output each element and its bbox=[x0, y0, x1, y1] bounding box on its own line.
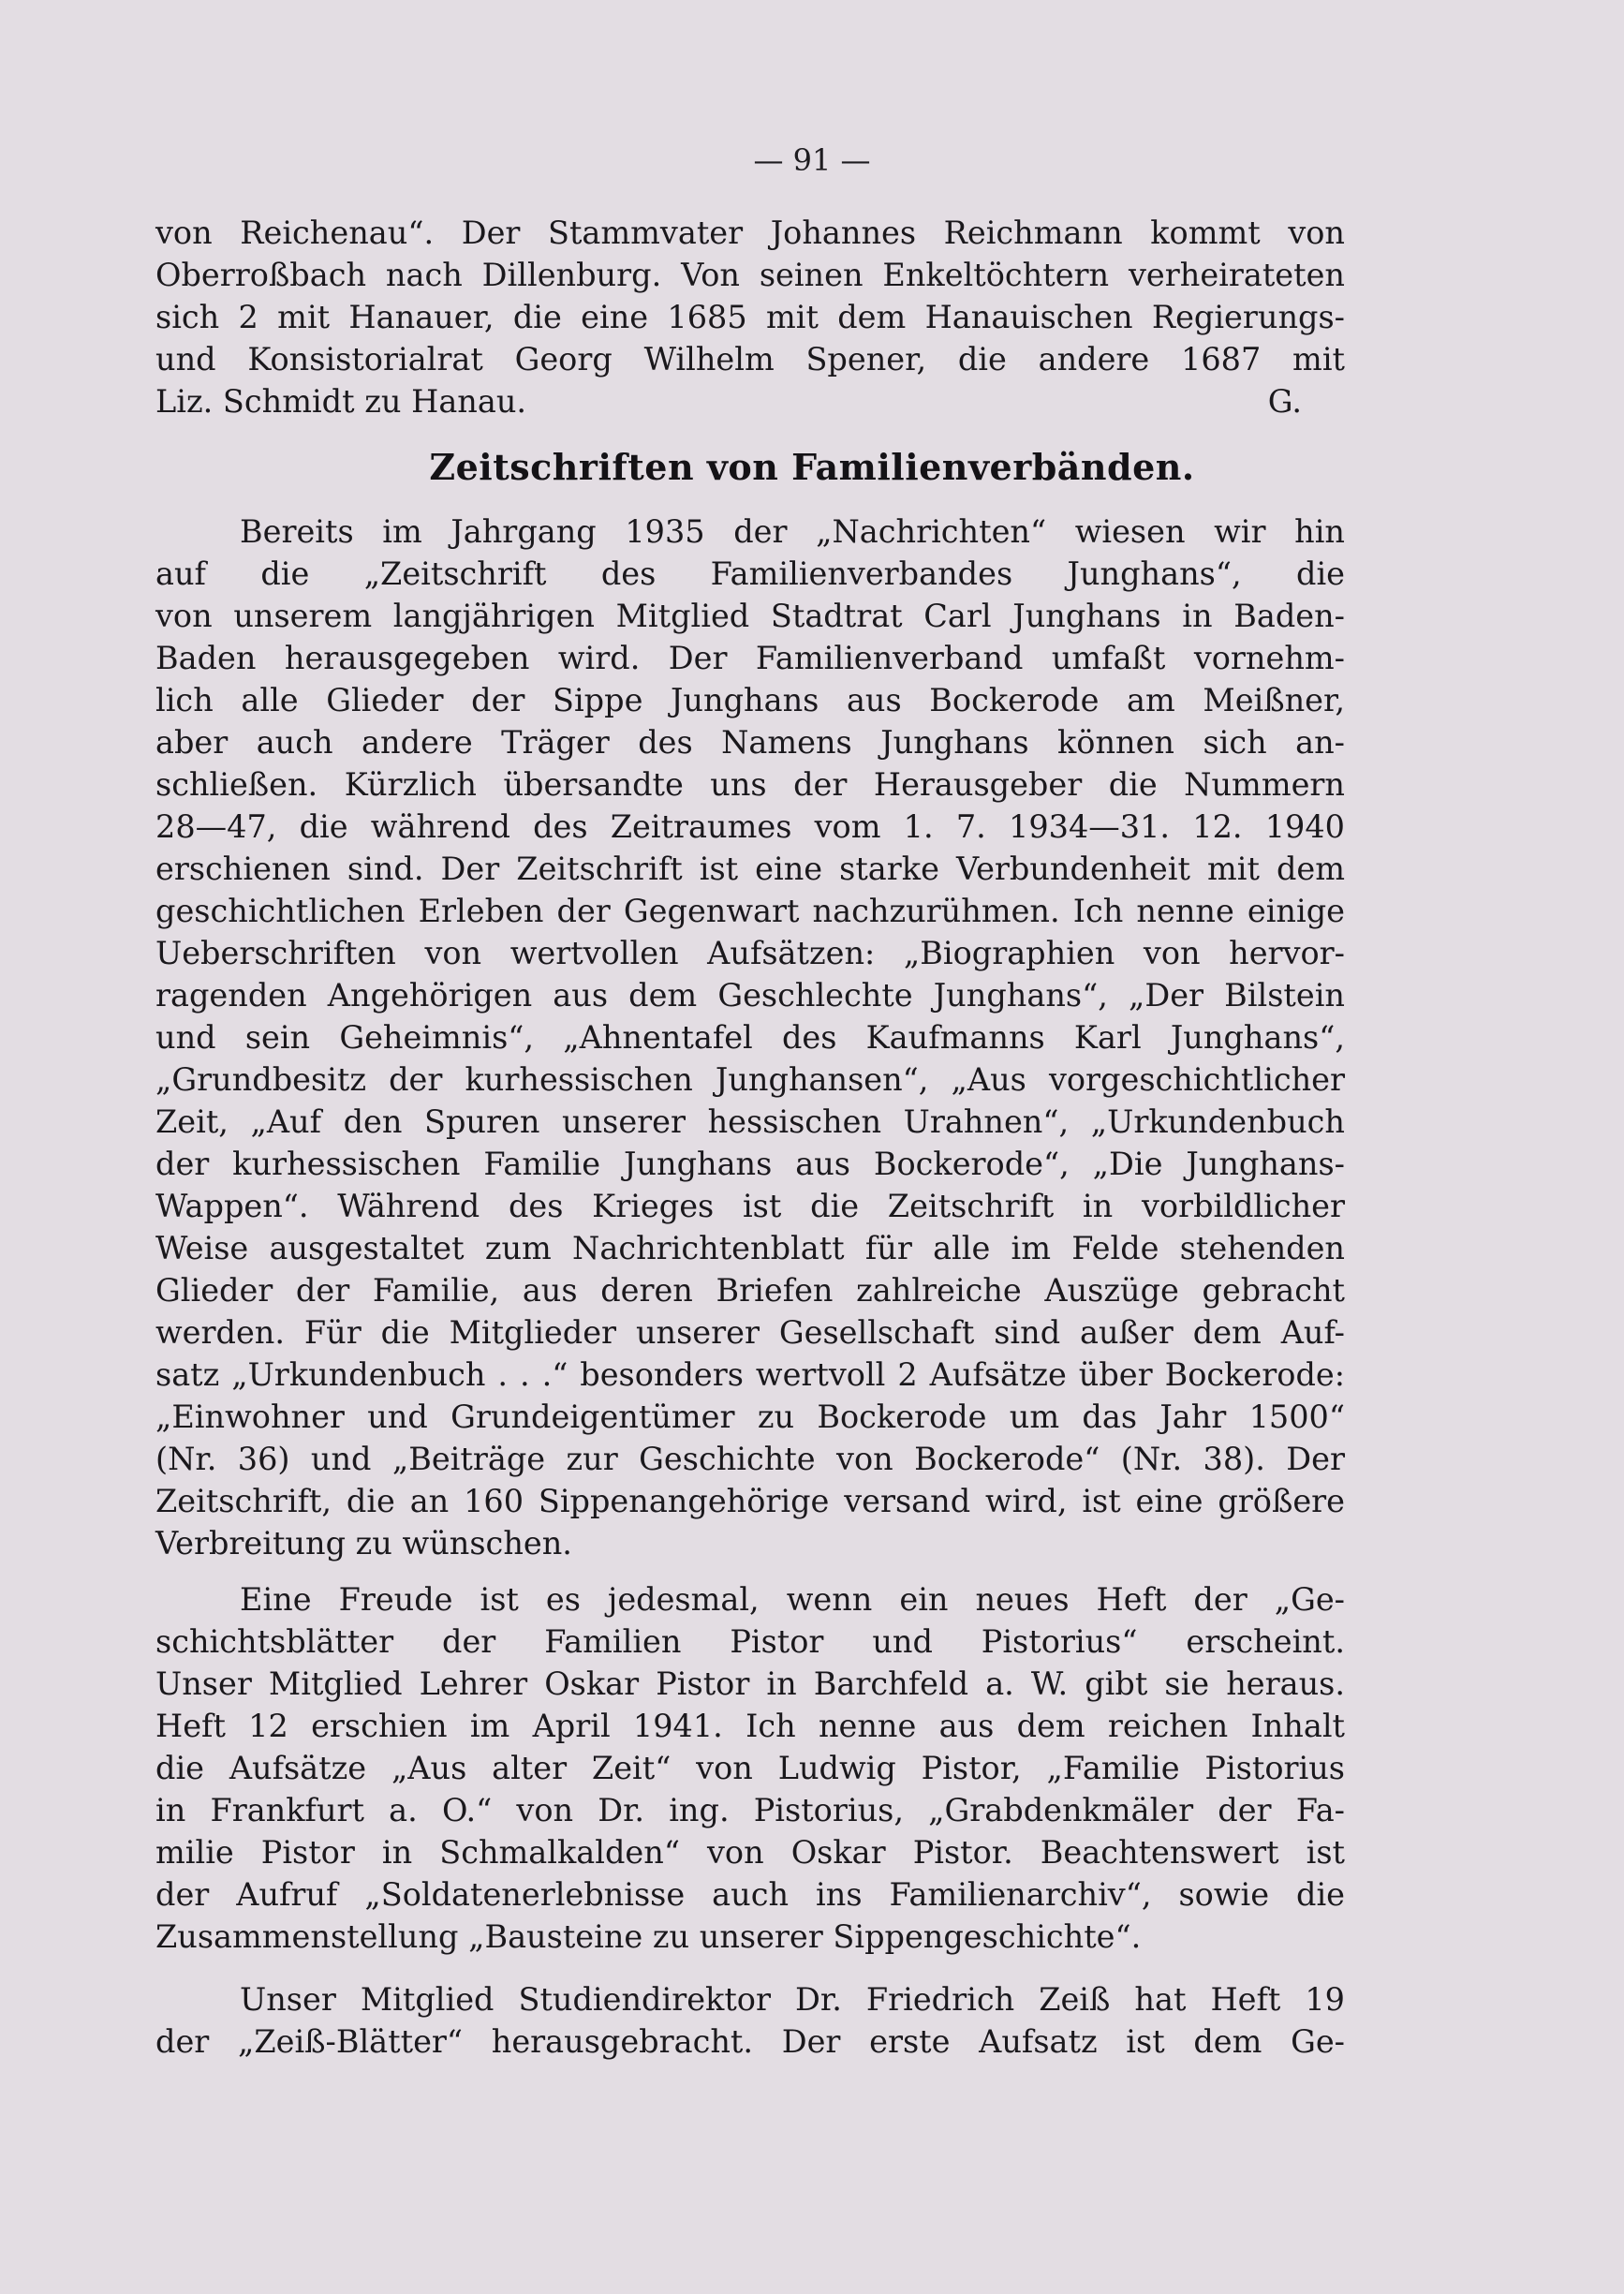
text-line: schichtsblätter der Familien Pistor und Pistorius“ erscheint. bbox=[155, 1623, 1345, 1660]
text-line: der Aufruf „Soldatenerlebnisse auch ins Familienarchiv“, sowie die bbox=[155, 1876, 1345, 1913]
text-line: der kurhessischen Familie Junghans aus Bockerode“, „Die Junghans- bbox=[155, 1146, 1345, 1182]
text-line: sich 2 mit Hanauer, die eine 1685 mit dem Hanauischen Regierungs- bbox=[155, 299, 1345, 335]
paragraph-pistor bbox=[155, 1578, 1345, 1958]
text-line: ragenden Angehörigen aus dem Geschlechte Junghans“, „Der Bilstein bbox=[155, 977, 1345, 1014]
text-line: Liz. Schmidt zu Hanau. bbox=[155, 383, 527, 420]
text-line: Wappen“. Während des Krieges ist die Zeitschrift in vorbildlicher bbox=[155, 1188, 1345, 1224]
text-line: Verbreitung zu wünschen. bbox=[155, 1525, 572, 1561]
page-number: — 91 — bbox=[753, 142, 871, 178]
text-line: von unserem langjährigen Mitglied Stadtrat Carl Junghans in Baden- bbox=[155, 598, 1345, 634]
text-line: schließen. Kürzlich übersandte uns der Herausgeber die Nummern bbox=[155, 766, 1345, 803]
text-line: milie Pistor in Schmalkalden“ von Oskar Pistor. Beachtenswert ist bbox=[155, 1834, 1345, 1871]
text-line: (Nr. 36) und „Beiträge zur Geschichte von Bockerode“ (Nr. 38). Der bbox=[155, 1441, 1345, 1477]
text-line: Baden herausgegeben wird. Der Familienverband umfaßt vornehm- bbox=[155, 640, 1345, 676]
text-line: lich alle Glieder der Sippe Junghans aus Bockerode am Meißner, bbox=[155, 682, 1345, 718]
author-initial: G. bbox=[1267, 383, 1302, 420]
text-line: Eine Freude ist es jedesmal, wenn ein neues Heft der „Ge- bbox=[240, 1581, 1345, 1618]
text-line: 28—47, die während des Zeitraumes vom 1. 7. 1934—31. 12. 1940 bbox=[155, 808, 1345, 845]
text-line: geschichtlichen Erleben der Gegenwart nachzurühmen. Ich nenne einige bbox=[155, 893, 1345, 929]
paragraph-zeiss bbox=[155, 1978, 1345, 2063]
text-line: Weise ausgestaltet zum Nachrichtenblatt für alle im Felde stehenden bbox=[155, 1230, 1345, 1266]
intro-paragraph bbox=[155, 212, 1345, 422]
text-line: von Reichenau“. Der Stammvater Johannes Reichmann kommt von bbox=[155, 215, 1345, 251]
text-line: Bereits im Jahrgang 1935 der „Nachrichten“ wiesen wir hin bbox=[240, 513, 1345, 550]
text-line: der „Zeiß-Blätter“ herausgebracht. Der erste Aufsatz ist dem Ge- bbox=[155, 2023, 1345, 2060]
text-line: in Frankfurt a. O.“ von Dr. ing. Pistorius, „Grabdenkmäler der Fa- bbox=[155, 1792, 1345, 1828]
text-line: Unser Mitglied Studiendirektor Dr. Friedrich Zeiß hat Heft 19 bbox=[240, 1981, 1345, 2018]
text-line: auf die „Zeitschrift des Familienverbandes Junghans“, die bbox=[155, 555, 1345, 592]
section-heading: Zeitschriften von Familienverbänden. bbox=[429, 446, 1195, 488]
text-line: die Aufsätze „Aus alter Zeit“ von Ludwig Pistor, „Familie Pistorius bbox=[155, 1750, 1345, 1786]
text-line: Ueberschriften von wertvollen Aufsätzen: „Biographien von hervor- bbox=[155, 935, 1345, 971]
text-line: und Konsistorialrat Georg Wilhelm Spener, die andere 1687 mit bbox=[155, 341, 1345, 377]
text-line: Heft 12 erschien im April 1941. Ich nenne aus dem reichen Inhalt bbox=[155, 1708, 1345, 1744]
text-line: satz „Urkundenbuch . . .“ besonders wertvoll 2 Aufsätze über Bockerode: bbox=[155, 1356, 1345, 1393]
text-line: Zusammenstellung „Bausteine zu unserer Sippengeschichte“. bbox=[155, 1918, 1142, 1955]
text-line: Unser Mitglied Lehrer Oskar Pistor in Barchfeld a. W. gibt sie heraus. bbox=[155, 1665, 1345, 1702]
paragraph-junghans bbox=[155, 511, 1345, 1564]
text-line: Oberroßbach nach Dillenburg. Von seinen Enkeltöchtern verheirateten bbox=[155, 257, 1345, 293]
text-line: aber auch andere Träger des Namens Junghans können sich an- bbox=[155, 724, 1345, 761]
text-line: erschienen sind. Der Zeitschrift ist eine starke Verbundenheit mit dem bbox=[155, 851, 1345, 887]
text-line: und sein Geheimnis“, „Ahnentafel des Kaufmanns Karl Junghans“, bbox=[155, 1019, 1345, 1056]
text-line: „Einwohner und Grundeigentümer zu Bockerode um das Jahr 1500“ bbox=[155, 1399, 1345, 1435]
text-line: Glieder der Familie, aus deren Briefen zahlreiche Auszüge gebracht bbox=[155, 1272, 1345, 1309]
text-line: Zeitschrift, die an 160 Sippenangehörige versand wird, ist eine größere bbox=[155, 1483, 1345, 1519]
text-line: „Grundbesitz der kurhessischen Junghansen“, „Aus vorgeschichtlicher bbox=[155, 1061, 1345, 1098]
text-line: werden. Für die Mitglieder unserer Gesellschaft sind außer dem Auf- bbox=[155, 1314, 1345, 1351]
text-line: Zeit, „Auf den Spuren unserer hessischen Urahnen“, „Urkundenbuch bbox=[155, 1103, 1345, 1140]
text-line-with-signature bbox=[155, 380, 1345, 422]
